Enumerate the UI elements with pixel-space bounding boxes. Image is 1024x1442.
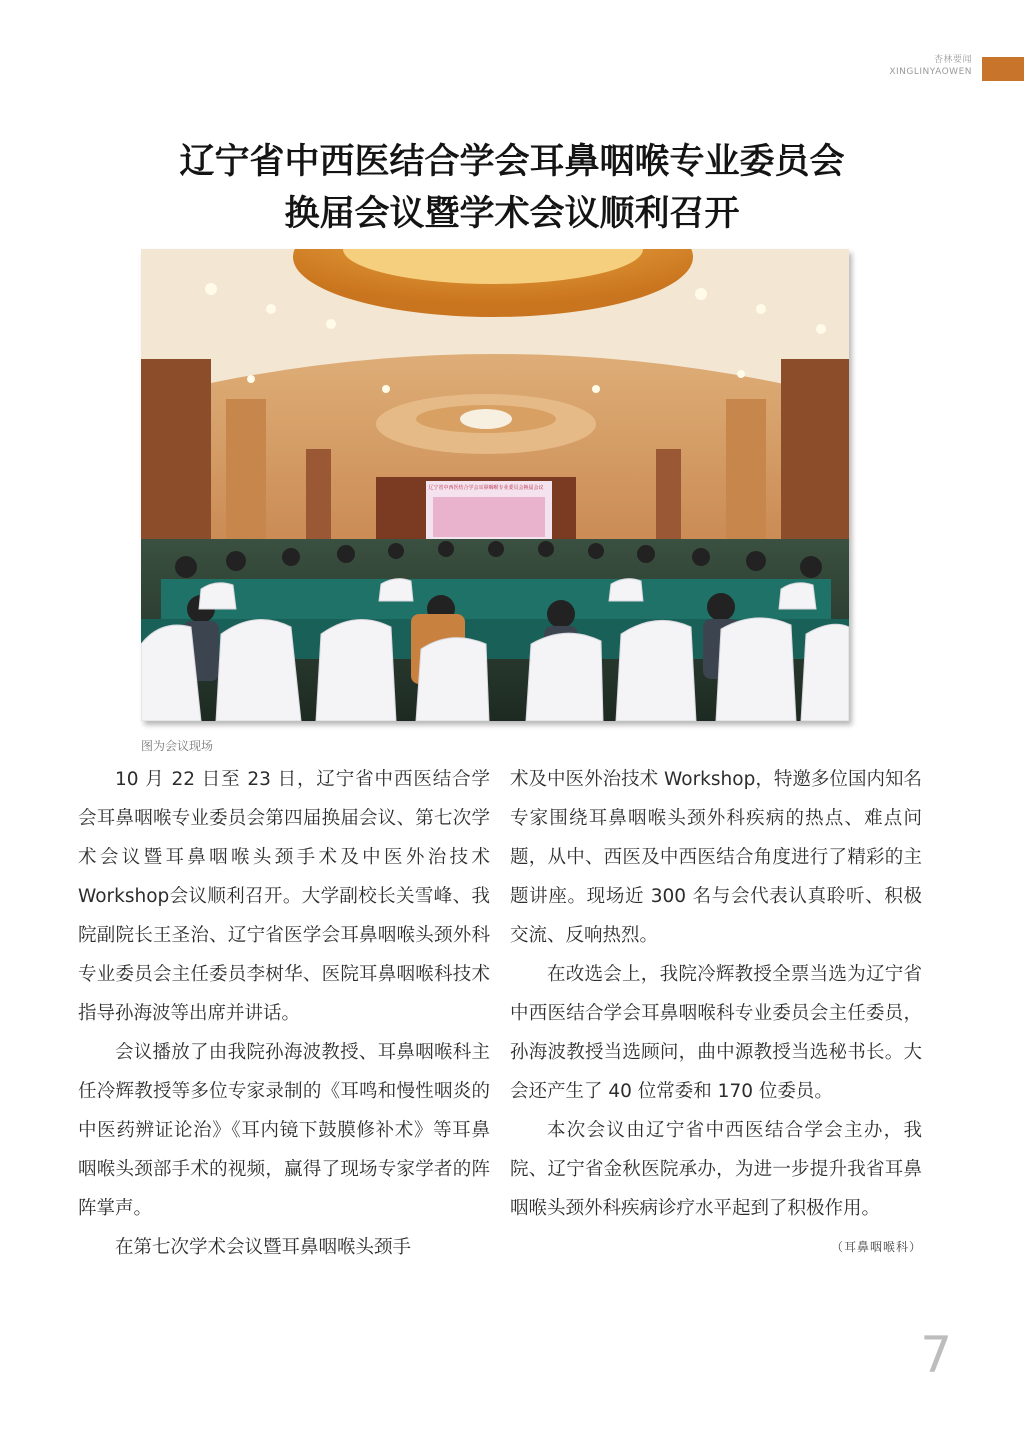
conference-photo bbox=[141, 249, 849, 721]
article-paragraph: 10 月 22 日至 23 日，辽宁省中西医结合学会耳鼻咽喉专业委员会第四届换届会议、第七次学术会议暨耳鼻咽喉头颈手术及中医外治技术Workshop会议顺利召开。大学副校长关雪峰、我院副院长王圣治、辽宁省医学会耳鼻咽喉头颈外科专业委员会主任委员李树华、医院耳鼻咽喉科技术指导孙海波等出席并讲话。 bbox=[78, 769, 490, 1024]
header-section-label bbox=[889, 54, 972, 78]
article-paragraph: 会议播放了由我院孙海波教授、耳鼻咽喉科主任冷辉教授等多位专家录制的《耳鸣和慢性咽炎的中医药辨证论治》《耳内镜下鼓膜修补术》等耳鼻咽喉头颈部手术的视频，赢得了现场专家学者的阵阵掌声。 bbox=[78, 1042, 490, 1219]
article-credit: （耳鼻咽喉科） bbox=[830, 1240, 922, 1254]
screen-banner-text: 辽宁省中西医结合学会耳鼻咽喉专业委员会换届会议 bbox=[428, 485, 544, 491]
photo-caption: 图为会议现场 bbox=[141, 739, 214, 753]
header-section-en: XINGLINYAOWEN bbox=[889, 67, 972, 77]
article-paragraph: 术及中医外治技术 Workshop，特邀多位国内知名专家围绕耳鼻咽喉头颈外科疾病的热点、难点问题，从中、西医及中西医结合角度进行了精彩的主题讲座。现场近 300 名与会代表认真聆听、积极交流、反响热烈。 bbox=[510, 769, 922, 946]
article-right-column bbox=[510, 760, 922, 1267]
article-paragraph: 在第七次学术会议暨耳鼻咽喉头颈手 bbox=[115, 1237, 412, 1258]
article-left-column bbox=[78, 760, 490, 1267]
article-title-line1: 辽宁省中西医结合学会耳鼻咽喉专业委员会 bbox=[179, 141, 845, 182]
page-number: 7 bbox=[920, 1326, 952, 1384]
header-section-cn: 杏林要闻 bbox=[933, 55, 972, 65]
article-paragraph-last bbox=[510, 1111, 922, 1254]
article-paragraph: 在改选会上，我院冷辉教授全票当选为辽宁省中西医结合学会耳鼻咽喉科专业委员会主任委员，孙海波教授当选顾问，曲中源教授当选秘书长。大会还产生了 40 位常委和 170 位委员。 bbox=[510, 964, 922, 1102]
header-color-tab bbox=[982, 57, 1024, 81]
article-title-line2: 换届会议暨学术会议顺利召开 bbox=[284, 193, 740, 234]
article-title bbox=[0, 136, 1024, 240]
article-paragraph-text: 本次会议由辽宁省中西医结合学会主办，我院、辽宁省金秋医院承办，为进一步提升我省耳鼻咽喉头颈外科疾病诊疗水平起到了积极作用。 bbox=[510, 1120, 922, 1219]
